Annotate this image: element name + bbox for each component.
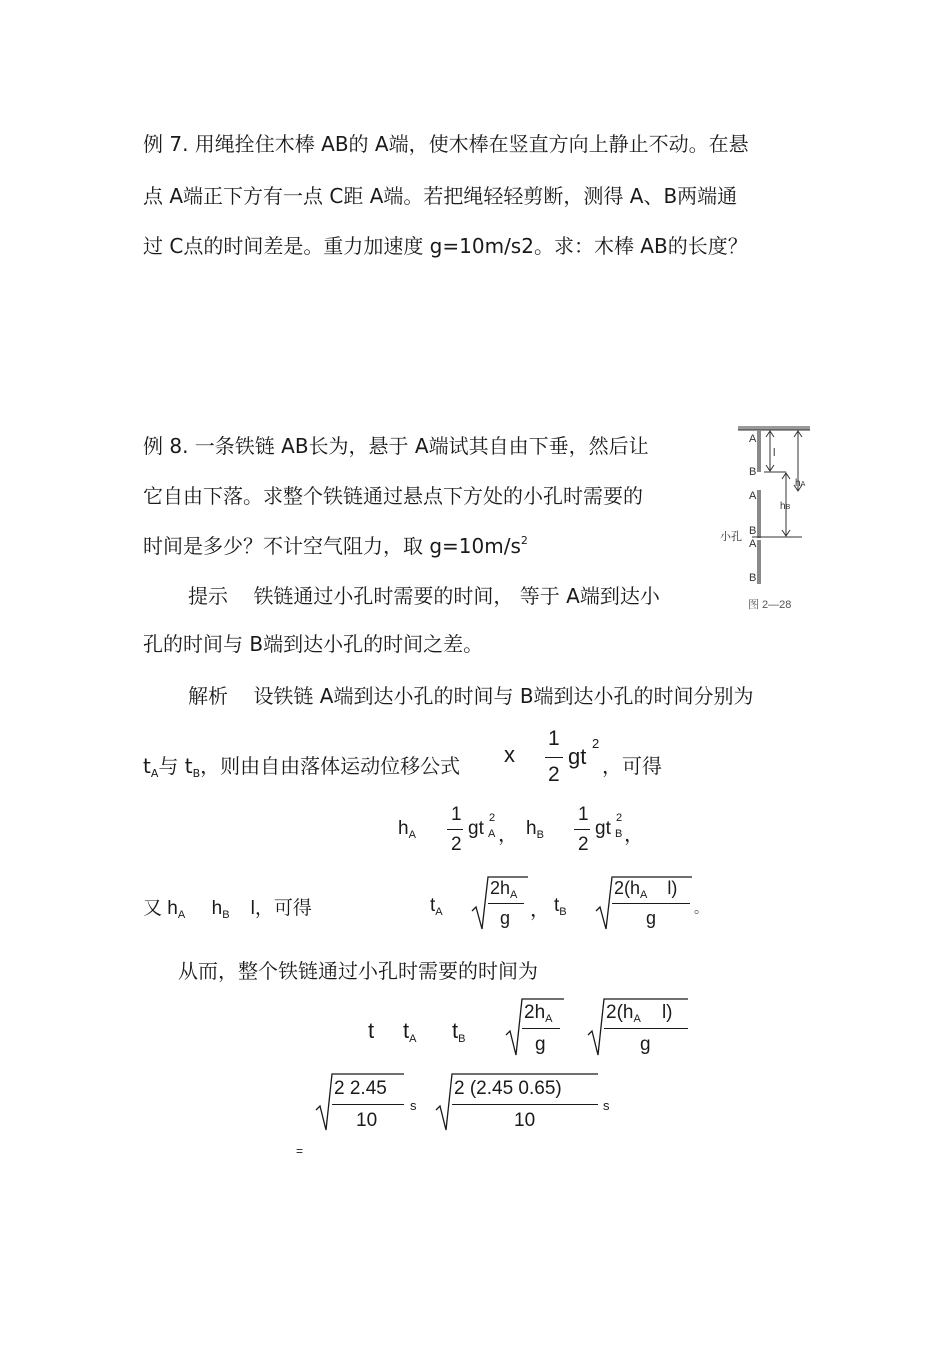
eq3-frac-bar-1 [488,903,524,904]
eq4-den2: g [640,1034,651,1055]
fig-label-ha-sub: A [800,481,806,488]
eq4-num2-text: 2(h [606,1002,634,1023]
eq2-h-sym: h [398,818,409,839]
ex8-line-1: 例 8. 一条铁链 AB长为，悬于 A端试其自由下垂，然后让 [143,434,649,458]
eq3-num2-text: 2(h [614,878,641,898]
hint-label: 提示 [188,584,228,608]
eq4-num1 [524,1002,552,1025]
fig-label-b1: B [749,466,757,478]
ex8-line-3 [143,530,528,559]
eq3-pre: 又 h [143,898,178,919]
fig-label-a3: A [749,538,757,550]
thus-line: 从而，整个铁链通过小孔时需要的时间为 [178,959,538,983]
eq1-frac-bar [545,757,563,758]
eq4-t: t [368,1018,375,1043]
eq2-gt: gt [468,818,484,839]
eq5-num1: 2 2.45 [334,1078,387,1099]
t-sub-a: A [150,767,159,780]
eq2-sup: 2 [489,812,496,824]
chain-figure [716,420,816,620]
eq6-equals: = [296,1144,304,1158]
hint-text: 铁链通过小孔时需要的时间， 等于 A端到达小 [253,584,660,608]
eq2-num: 1 [451,804,462,825]
ex8-line-2: 它自由下落。求整个铁链通过悬点下方处的小孔时需要的 [143,484,643,508]
fig-label-hb [780,501,791,512]
eq3-t-sym: t [430,895,436,916]
chain-bottom [757,540,761,584]
fig-caption: 图 2—28 [748,599,792,611]
eq3-num2-sub: A [640,889,648,901]
ex7-line-1: 例 7. 用绳拴住木棒 AB的 A端，使木棒在竖直方向上静止不动。在悬 [143,132,749,156]
eq4-tB [452,1018,465,1045]
eq4-frac-bar-1 [522,1028,560,1029]
t-symbol: t [143,754,151,778]
eq2b-den: 2 [578,834,589,855]
eq3-num1-text: 2h [490,878,511,898]
eq1-gt: gt [568,744,587,769]
ex8-line-3-sup: 2 [520,534,528,547]
eq3-tA [430,895,443,918]
solution-line-2 [143,750,460,780]
eq3-num2 [614,878,677,901]
ex7-line-2: 点 A端正下方有一点 C距 A端。若把绳轻轻剪断，测得 A、B两端通 [143,184,738,208]
chain-middle [757,490,761,538]
eq2-hB [526,818,544,841]
eq2b-sup: 2 [616,812,623,824]
eq4-tA [403,1018,416,1045]
eq1-num: 1 [548,727,560,750]
eq3-num2-tail: l) [667,878,678,898]
eq2b-subB: B [615,828,623,840]
formula-intro: ，则由自由落体运动位移公式 [200,754,461,778]
eq3-end: 。 [694,901,708,917]
eq1-sup: 2 [592,736,600,751]
eq2-den: 2 [451,834,462,855]
solution-line [188,680,754,709]
fig-label-hole: 小孔 [720,531,742,543]
eq4-num2-sub: A [633,1013,641,1025]
eq3-b: B [222,909,230,921]
solution-label: 解析 [188,684,228,708]
eq5-frac-bar-2 [452,1104,598,1105]
chain-top [757,430,761,472]
eq3-den1: g [500,908,511,928]
eq3-den2: g [646,908,657,928]
eq3-t2-sub: B [559,906,567,918]
eq5-num2: 2 (2.45 0.65) [454,1078,562,1099]
eq4-num1-text: 2h [524,1002,546,1023]
fig-label-b3: B [749,572,757,584]
fig-label-a2: A [749,490,757,502]
eq1-x: x [504,742,515,767]
eq3-num1 [490,878,517,901]
ceiling-bar [738,426,810,430]
eq4-tB-sub: B [458,1033,466,1045]
eq5-s2: s [603,1098,610,1113]
hint-line [188,580,660,609]
eq2-comma: ， [498,822,518,846]
eq3-comma: ， [530,897,550,921]
hint-line-2: 孔的时间与 B端到达小孔的时间之差。 [143,632,484,656]
eq5-frac-bar-1 [332,1104,404,1105]
fig-label-hb-sub: B [785,504,791,511]
eq2-hB-sub: B [536,829,544,841]
eq1-tail: ，可得 [602,754,662,778]
solution-text: 设铁链 A端到达小孔的时间与 B端到达小孔的时间分别为 [253,684,754,708]
fig-label-ha-h: h [795,478,801,489]
eq4-num2-tail: l) [661,1002,673,1023]
eq4-tB-sym: t [452,1018,459,1043]
ex7-line-3: 过 C点的时间差是。重力加速度 g=10m/s2。求：木棒 AB的长度？ [143,234,748,258]
t-sub-b: B [192,767,201,780]
eq2b-num: 1 [578,804,589,825]
eq2-subA: A [488,828,496,840]
eq4-tA-sym: t [403,1018,410,1043]
eq2-frac-bar [447,829,463,830]
fig-label-hb-h: h [780,501,786,512]
eq5-s1: s [410,1098,417,1113]
eq1-den: 2 [548,763,560,786]
eq5-den2: 10 [514,1110,536,1131]
fig-label-a1: A [749,433,757,445]
eq3-num1-sub: A [510,889,518,901]
eq2-h-sub: A [408,829,416,841]
eq4-tA-sub: A [409,1033,417,1045]
fig-label-l: l [773,447,776,459]
eq4-num2 [606,1002,673,1025]
fig-label-ha [795,478,806,489]
eq3-a: A [177,909,186,921]
eq2b-gt: gt [595,818,611,839]
eq3-tB [554,895,567,918]
eq3-h: h [211,898,223,919]
eq4-frac-bar-2 [604,1028,688,1029]
eq2b-comma: ， [624,822,644,846]
eq2b-frac-bar [574,829,590,830]
t-mid: 与 t [158,754,193,778]
eq5-den1: 10 [356,1110,378,1131]
eq2-h [398,818,416,841]
eq4-den1: g [535,1034,546,1055]
eq3-frac-bar-2 [612,903,690,904]
eq3-t-sub: A [435,906,443,918]
eq3-left [143,893,312,921]
eq3-t2-sym: t [554,895,560,916]
eq3-l: l [250,898,255,919]
ex8-line-3-text: 时间是多少？不计空气阻力，取 g=10m/s [143,534,521,558]
fig-label-b2: B [749,525,757,537]
eq3-post: ，可得 [254,898,312,919]
eq2-hB-sym: h [526,818,537,839]
eq4-num1-sub: A [545,1013,553,1025]
